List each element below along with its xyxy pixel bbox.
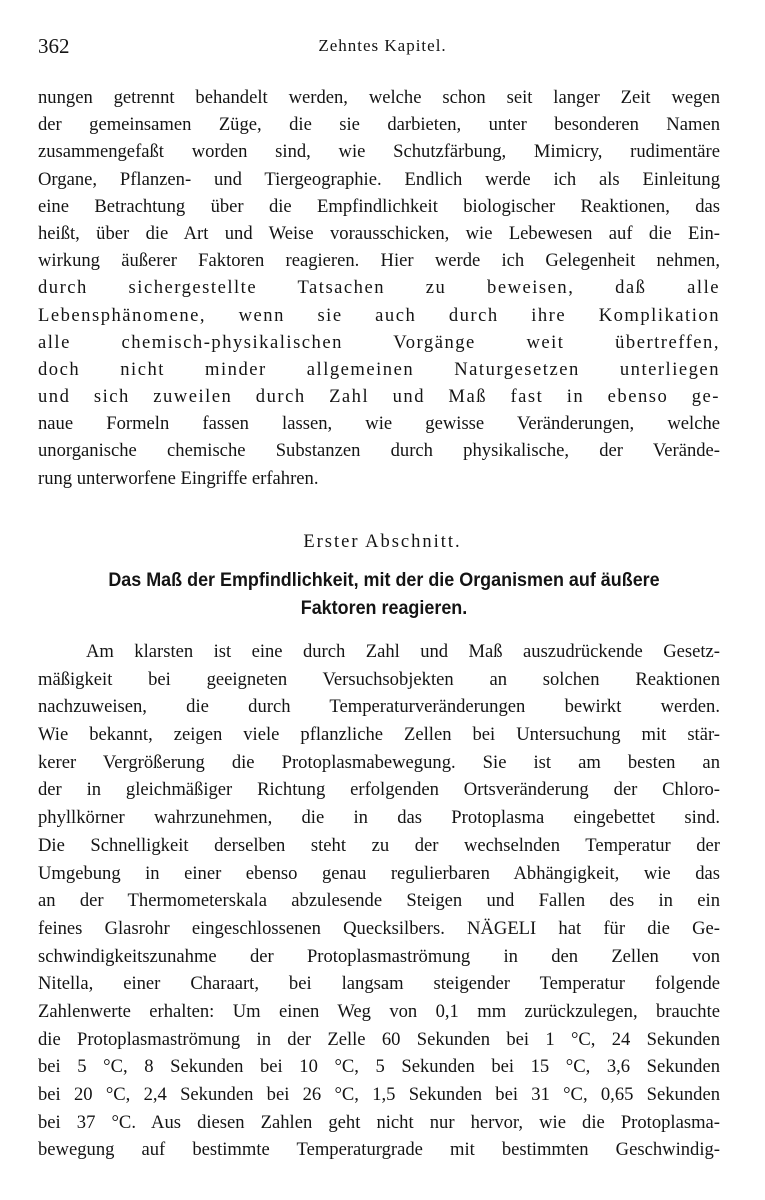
section-label: Erster Abschnitt. [303,532,462,552]
text-line: Lebensphänomene, wenn sie auch durch ihre Komplikation [38,304,720,326]
text-line: Die Schnelligkeit derselben steht zu der wechselnden Temperatur der [38,834,720,856]
section-title-line: Faktoren reagieren. [300,597,468,619]
text-line: Zahlenwerte erhalten: Um einen Weg von 0,1 mm zurückzulegen, brauchte [38,1000,720,1022]
page-number: 362 [38,34,70,58]
text-line: die Protoplasmaströmung in der Zelle 60 Sekunden bei 1 °C, 24 Sekunden [38,1028,720,1050]
paragraph-intro [38,84,720,492]
text-line: rung unterworfene Eingriffe erfahren. [38,467,319,489]
text-line: eine Betrachtung über die Empfindlichkeit biologischer Reaktionen, das [38,195,720,217]
text-line: kerer Vergrößerung die Protoplasmabewegung. Sie ist am besten an [38,751,720,773]
text-line: zusammengefaßt worden sind, wie Schutzfärbung, Mimicry, rudimentäre [38,141,720,163]
text-line: nungen getrennt behandelt werden, welche schon seit langer Zeit wegen [38,87,720,108]
text-line: phyllkörner wahrzunehmen, die in das Protoplasma eingebettet sind. [38,807,720,829]
text-line: der in gleichmäßiger Richtung erfolgenden Ortsveränderung der Chloro- [38,779,720,801]
text-line: bewegung auf bestimmte Temperaturgrade mit bestimmten Geschwindig- [38,1139,720,1161]
text-line: bei 20 °C, 2,4 Sekunden bei 26 °C, 1,5 Sekunden bei 31 °C, 0,65 Sekunden [38,1084,720,1105]
text-line: der gemeinsamen Züge, die sie darbieten, unter besonderen Namen [38,114,720,136]
text-line: Am klarsten ist eine durch Zahl und Maß auszudrückende Gesetz- [86,641,720,662]
text-line: wirkung äußerer Faktoren reagieren. Hier werde ich Gelegenheit nehmen, [38,250,720,272]
text-line: feines Glasrohr eingeschlossenen Quecksilbers. NÄGELI hat für die Ge- [38,917,720,939]
text-line: bei 37 °C. Aus diesen Zahlen geht nicht nur hervor, wie die Protoplasma- [38,1111,720,1133]
text-line: heißt, über die Art und Weise vorausschicken, wie Lebewesen auf die Ein- [38,222,720,244]
text-line: schwindigkeitszunahme der Protoplasmaströmung in den Zellen von [38,945,720,967]
text-line: an der Thermometerskala abzulesende Steigen und Fallen des in ein [38,890,720,912]
text-line: und sich zuweilen durch Zahl und Maß fast in ebenso ge- [38,386,720,408]
text-line: doch nicht minder allgemeinen Naturgesetzen unterliegen [38,358,720,380]
section-title [66,566,703,622]
text-line: Umgebung in einer ebenso genau regulierbaren Abhängigkeit, wie das [38,862,720,884]
text-line: naue Formeln fassen lassen, wie gewisse Veränderungen, welche [38,413,720,435]
text-line: unorganische chemische Substanzen durch physikalische, der Verände- [38,440,720,462]
text-line: Wie bekannt, zeigen viele pflanzliche Zellen bei Untersuchung mit stär- [38,724,720,746]
text-line: mäßigkeit bei geeigneten Versuchsobjekten an solchen Reaktionen [38,668,720,690]
text-line: bei 5 °C, 8 Sekunden bei 10 °C, 5 Sekunden bei 15 °C, 3,6 Sekunden [38,1056,720,1078]
running-head: Zehntes Kapitel. [318,36,447,55]
text-line: Nitella, einer Charaart, bei langsam steigender Temperatur folgende [38,973,720,995]
section-title-line: Das Maß der Empfindlichkeit, mit der die Organismen auf äußere [108,569,660,591]
text-line: nachzuweisen, die durch Temperaturveränderungen bewirkt werden. [38,696,720,718]
text-line: Organe, Pflanzen- und Tiergeographie. Endlich werde ich als Einleitung [38,168,720,190]
paragraph-body [38,638,720,1164]
text-line: alle chemisch-physikalischen Vorgänge weit übertreffen, [38,331,720,353]
text-line: durch sichergestellte Tatsachen zu beweisen, daß alle [38,277,720,299]
